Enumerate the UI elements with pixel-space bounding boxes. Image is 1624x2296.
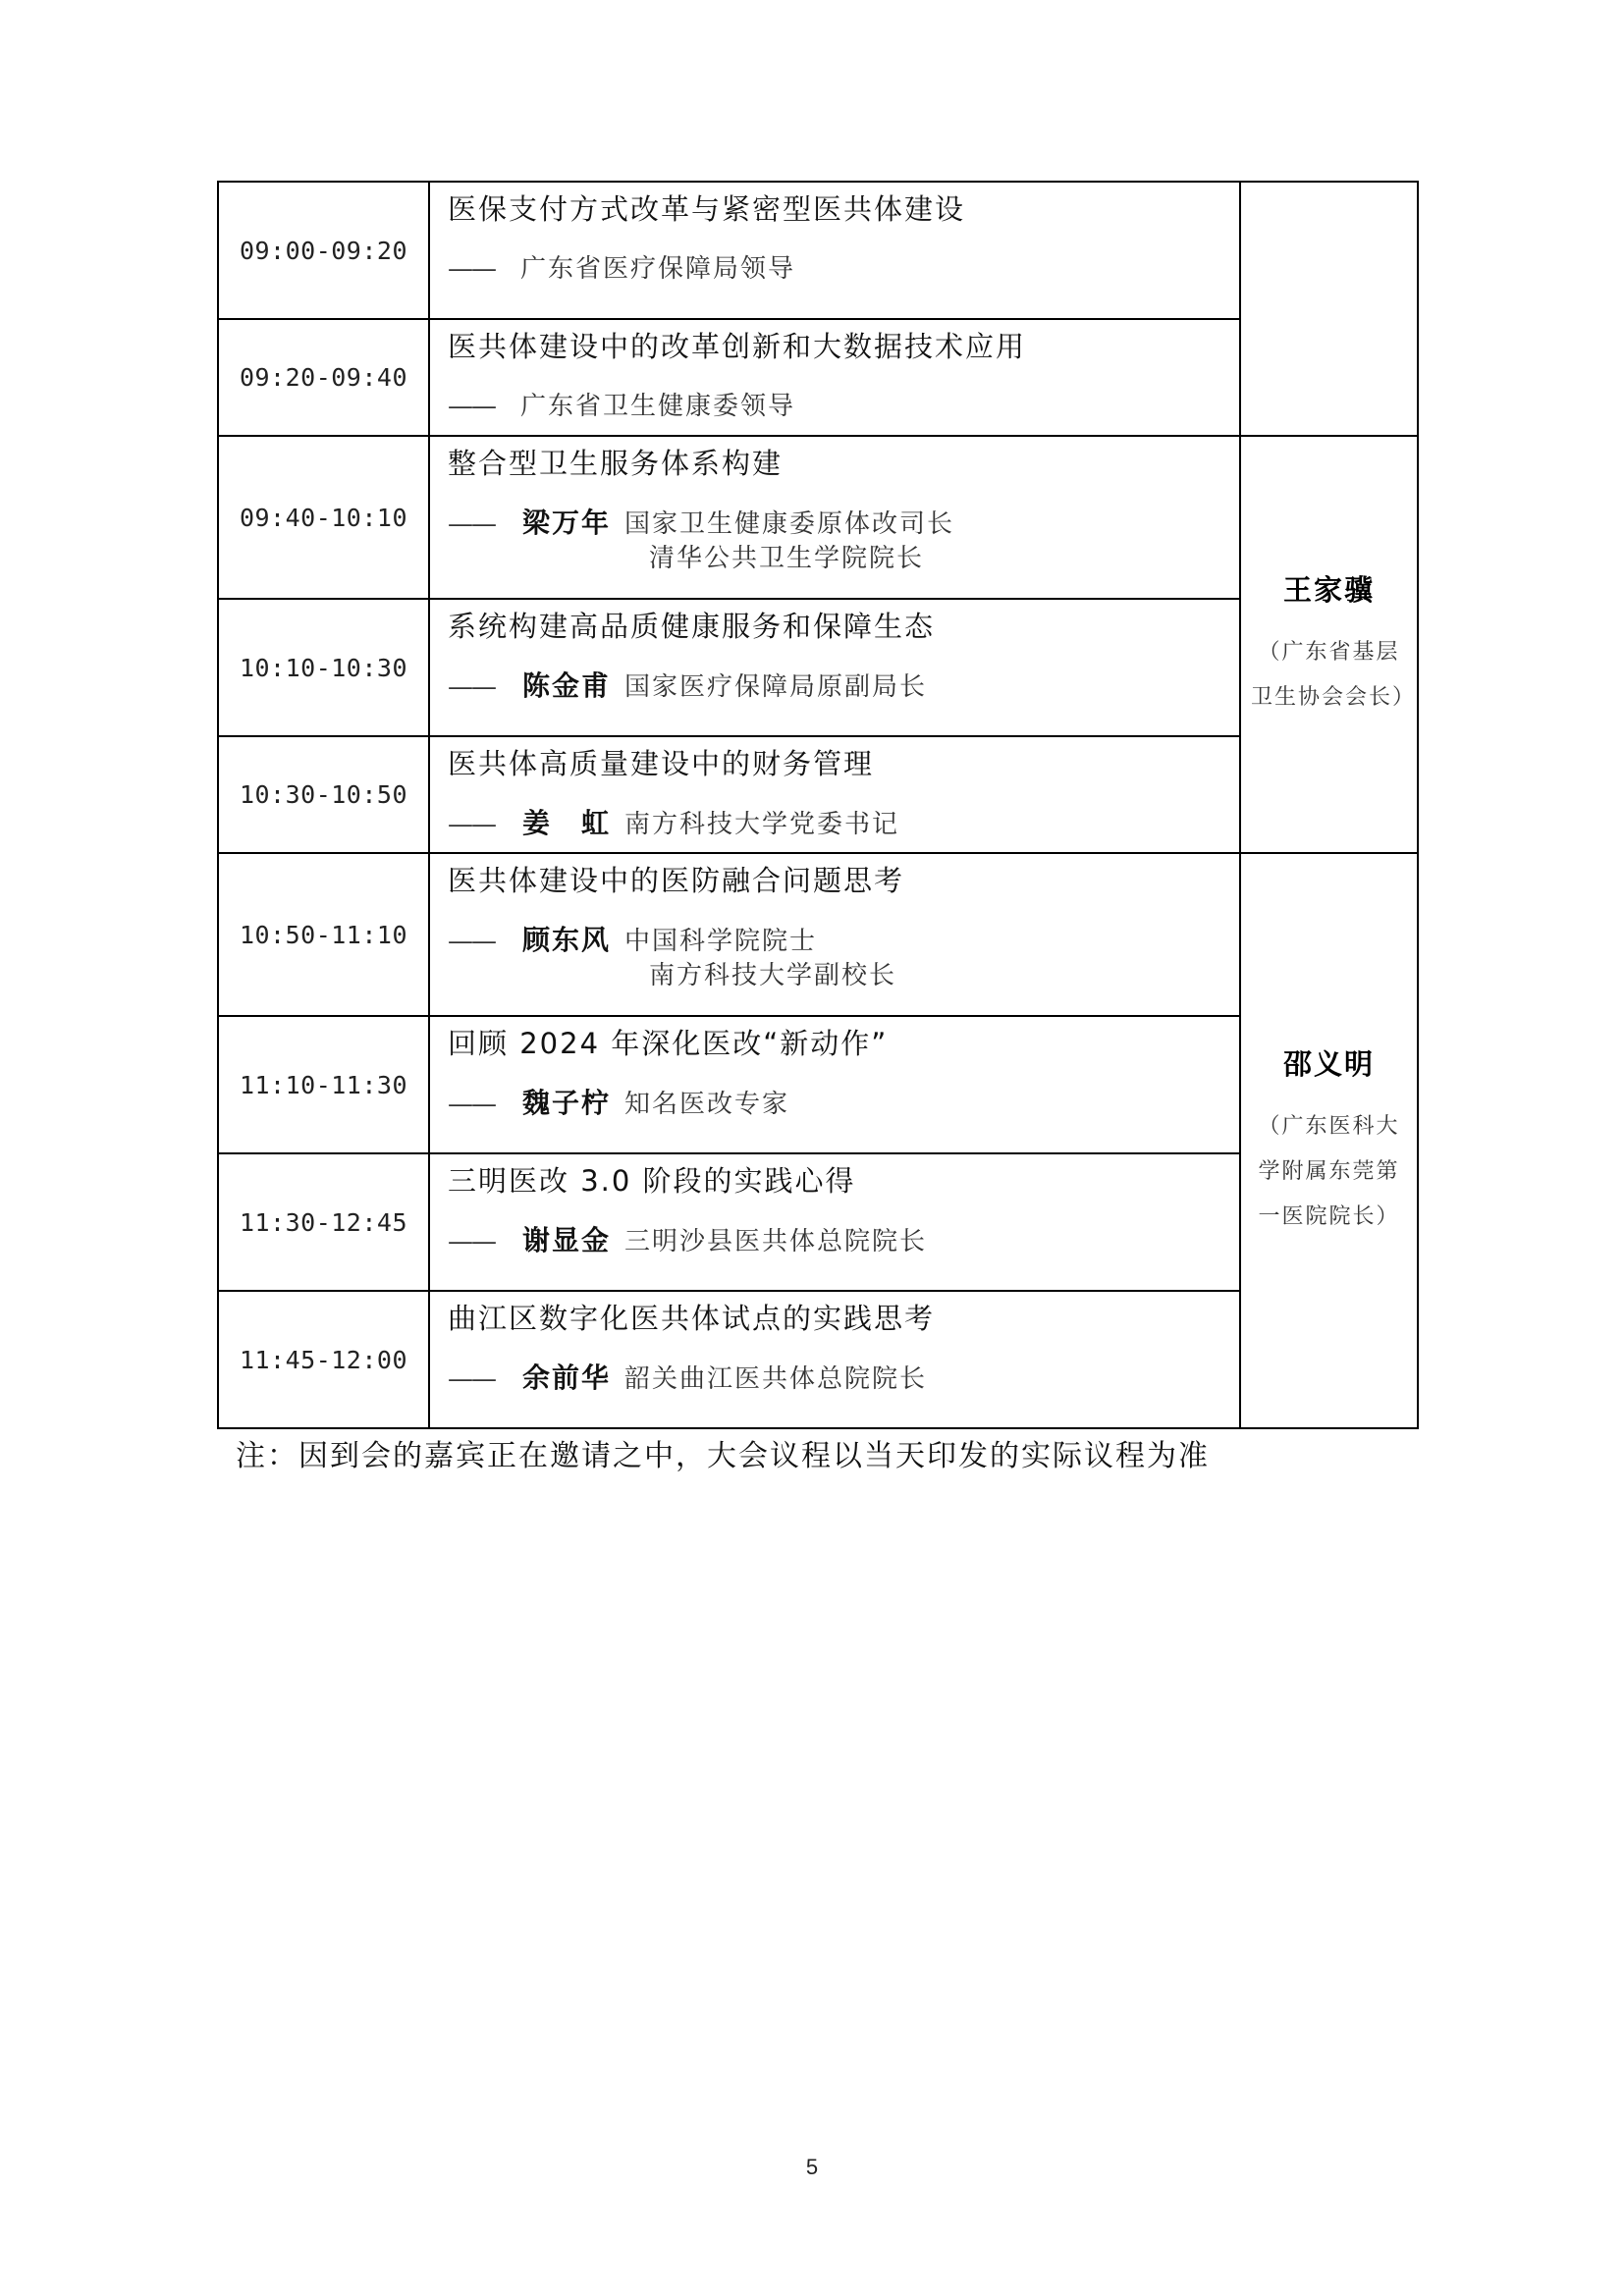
speaker-name: 梁万年	[522, 507, 612, 539]
table-row	[218, 1016, 1418, 1153]
topic-cell	[429, 1153, 1240, 1291]
speaker-name: 姜 虹	[522, 807, 612, 839]
table-row	[218, 1291, 1418, 1428]
time-cell: 11:10-11:30	[218, 1016, 429, 1153]
speaker-affiliation: 中国科学院院士	[624, 927, 818, 956]
speaker-name: 余前华	[522, 1362, 612, 1394]
dash: ——	[448, 810, 495, 839]
topic-title: 医共体建设中的改革创新和大数据技术应用	[448, 330, 1027, 363]
time-cell: 09:20-09:40	[218, 319, 429, 436]
topic-title: 医共体高质量建设中的财务管理	[448, 747, 875, 780]
topic-title: 回顾 2024 年深化医改“新动作”	[448, 1027, 889, 1060]
speaker-affiliation-2: 清华公共卫生学院院长	[649, 544, 925, 573]
host-name: 王家骥	[1282, 573, 1375, 607]
speaker-affiliation: 韶关曲江医共体总院院长	[624, 1364, 928, 1394]
topic-cell	[429, 319, 1240, 436]
speaker-line	[448, 506, 1239, 542]
speaker-line	[448, 668, 1239, 705]
dash: ——	[448, 1090, 495, 1119]
speaker-line	[448, 1086, 1239, 1122]
table-row	[218, 319, 1418, 436]
time-cell: 09:40-10:10	[218, 436, 429, 599]
host-cell-empty	[1240, 182, 1418, 436]
topic-cell	[429, 436, 1240, 599]
topic-cell	[429, 736, 1240, 853]
topic-cell	[429, 182, 1240, 319]
speaker-name: 谢显金	[522, 1224, 612, 1256]
topic-title: 三明医改 3.0 阶段的实践心得	[448, 1164, 856, 1198]
table-row	[218, 436, 1418, 599]
dash: ——	[448, 927, 495, 956]
speaker-line	[448, 806, 1239, 842]
page-number: 5	[805, 2155, 819, 2179]
dash: ——	[448, 509, 495, 539]
speaker-affiliation: 国家卫生健康委原体改司长	[624, 509, 955, 539]
table-row	[218, 853, 1418, 1016]
speaker-affiliation: 广东省卫生健康委领导	[520, 392, 796, 421]
dash: ——	[448, 1227, 495, 1256]
speaker-name: 陈金甫	[522, 669, 612, 702]
host-name: 邵义明	[1282, 1046, 1375, 1081]
agenda-table	[217, 181, 1419, 1429]
topic-title: 系统构建高品质健康服务和保障生态	[448, 610, 936, 643]
speaker-line	[448, 251, 1239, 287]
time-cell: 10:10-10:30	[218, 599, 429, 736]
speaker-line	[448, 1223, 1239, 1259]
topic-title: 医保支付方式改革与紧密型医共体建设	[448, 192, 966, 226]
dash: ——	[448, 392, 495, 421]
time-cell: 10:30-10:50	[218, 736, 429, 853]
topic-title: 整合型卫生服务体系构建	[448, 447, 784, 480]
dash: ——	[448, 672, 495, 702]
topic-cell	[429, 853, 1240, 1016]
time-cell: 11:30-12:45	[218, 1153, 429, 1291]
topic-cell	[429, 1016, 1240, 1153]
time-cell: 10:50-11:10	[218, 853, 429, 1016]
speaker-affiliation: 南方科技大学党委书记	[624, 810, 900, 839]
agenda-note: 注：因到会的嘉宾正在邀请之中，大会议程以当天印发的实际议程为准	[236, 1439, 1210, 1473]
table-row	[218, 736, 1418, 853]
time-cell: 09:00-09:20	[218, 182, 429, 319]
speaker-line	[448, 1361, 1239, 1397]
table-row	[218, 1153, 1418, 1291]
speaker-name: 顾东风	[522, 924, 612, 956]
host-description: （广东医科大学附属东莞第一医院院长）	[1258, 1113, 1400, 1229]
topic-title: 医共体建设中的医防融合问题思考	[448, 864, 905, 897]
dash: ——	[448, 1364, 495, 1394]
host-cell	[1240, 436, 1418, 853]
speaker-affiliation-2: 南方科技大学副校长	[649, 961, 897, 990]
speaker-affiliation: 广东省医疗保障局领导	[520, 254, 796, 284]
speaker-affiliation: 国家医疗保障局原副局长	[624, 672, 928, 702]
time-cell: 11:45-12:00	[218, 1291, 429, 1428]
speaker-line	[448, 389, 1239, 424]
speaker-affiliation: 三明沙县医共体总院院长	[624, 1227, 928, 1256]
host-cell	[1240, 853, 1418, 1428]
table-row	[218, 599, 1418, 736]
topic-cell	[429, 1291, 1240, 1428]
speaker-line	[448, 923, 1239, 959]
dash: ——	[448, 254, 495, 284]
speaker-affiliation: 知名医改专家	[624, 1090, 790, 1119]
topic-cell	[429, 599, 1240, 736]
table-row	[218, 182, 1418, 319]
speaker-name: 魏子柠	[522, 1087, 612, 1119]
topic-title: 曲江区数字化医共体试点的实践思考	[448, 1302, 936, 1335]
host-description: （广东省基层卫生协会会长）	[1251, 640, 1417, 710]
